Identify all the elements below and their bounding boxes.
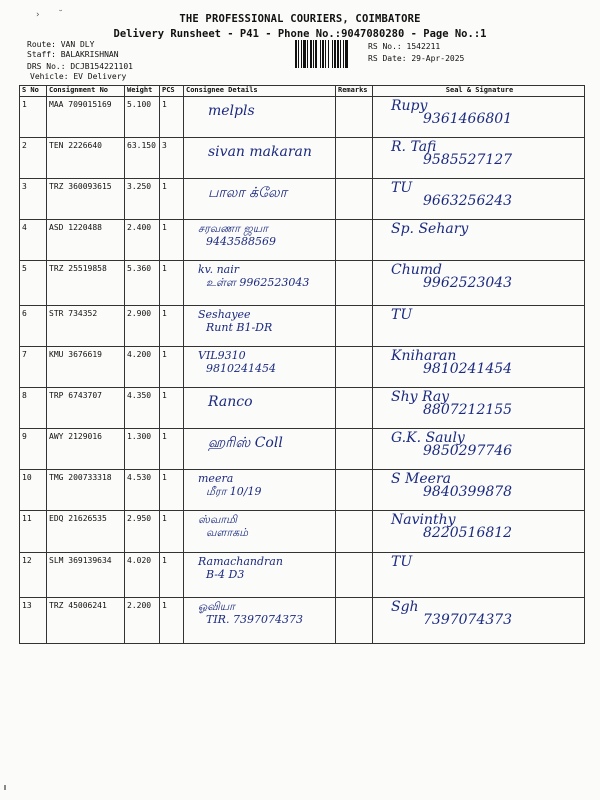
row-signature: Navinthy: [391, 512, 456, 528]
row-sno: 11: [22, 514, 32, 523]
rs-number: RS No.: 1542211: [368, 42, 441, 51]
row-consignee-handwriting-line2: 9810241454: [206, 362, 276, 375]
row-pcs: 1: [162, 601, 167, 610]
row-weight: 3.250: [127, 182, 152, 191]
row-sno: 7: [22, 350, 27, 359]
row-pcs: 1: [162, 350, 167, 359]
row-remarks: [336, 429, 373, 470]
row-consignee-handwriting: Seshayee: [198, 308, 251, 321]
table-row: [20, 388, 585, 429]
row-signature-phone: 9585527127: [423, 152, 513, 168]
row-consignment-no: TRZ 45006241: [49, 601, 107, 610]
row-remarks: [336, 511, 373, 553]
row-consignee-handwriting-line2: உள்ள 9962523043: [206, 276, 310, 289]
row-consignment-no: MAA 709015169: [49, 100, 112, 109]
row-remarks: [336, 347, 373, 388]
row-weight: 5.100: [127, 100, 152, 109]
row-consignee-handwriting: kv. nair: [198, 263, 239, 276]
runsheet-table: [19, 85, 585, 644]
row-consignment-no: TRZ 25519858: [49, 264, 107, 273]
row-remarks: [336, 598, 373, 644]
row-consignee-handwriting-line2: மீரா 10/19: [206, 485, 262, 498]
col-weight: Weight: [125, 86, 160, 97]
row-sno: 2: [22, 141, 27, 150]
row-remarks: [336, 179, 373, 220]
table-row: [20, 261, 585, 306]
table-header-row: [20, 86, 585, 97]
barcode: [295, 40, 357, 68]
row-pcs: 1: [162, 309, 167, 318]
row-sno: 3: [22, 182, 27, 191]
table-row: [20, 429, 585, 470]
row-pcs: 1: [162, 473, 167, 482]
row-weight: 1.300: [127, 432, 152, 441]
row-signature-phone: 9850297746: [423, 443, 513, 459]
vehicle-label: Vehicle: EV Delivery: [30, 72, 127, 81]
row-sno: 5: [22, 264, 27, 273]
row-signature: G.K. Sauly: [391, 430, 465, 446]
row-remarks: [336, 306, 373, 347]
row-pcs: 3: [162, 141, 167, 150]
row-remarks: [336, 220, 373, 261]
row-pcs: 1: [162, 391, 167, 400]
row-consignee-handwriting: meera: [198, 472, 234, 485]
col-remarks: Remarks: [336, 86, 373, 97]
row-weight: 4.020: [127, 556, 152, 565]
row-consignee-handwriting: Ranco: [208, 394, 253, 410]
col-consignee: Consignee Details: [184, 86, 336, 97]
row-consignment-no: TMG 200733318: [49, 473, 112, 482]
row-consignee-handwriting: சரவணா ஜயா: [198, 222, 268, 235]
row-consignment-no: TRZ 360093615: [49, 182, 112, 191]
row-signature: Kniharan: [391, 348, 457, 364]
row-consignee-handwriting-line2: Runt B1-DR: [206, 321, 273, 334]
row-signature-phone: 8220516812: [423, 525, 513, 541]
row-consignee-handwriting: ஓவியா: [198, 600, 235, 613]
row-sno: 10: [22, 473, 32, 482]
row-consignee-handwriting-line2: B-4 D3: [206, 568, 245, 581]
row-weight: 63.150: [127, 141, 156, 150]
row-weight: 2.200: [127, 601, 152, 610]
row-remarks: [336, 261, 373, 306]
row-signature-phone: 9361466801: [423, 111, 513, 127]
row-sno: 6: [22, 309, 27, 318]
row-weight: 4.530: [127, 473, 152, 482]
row-signature-phone: 9810241454: [423, 361, 513, 377]
table-row: [20, 179, 585, 220]
table-row: [20, 511, 585, 553]
row-consignment-no: KMU 3676619: [49, 350, 102, 359]
staff-label: Staff: BALAKRISHNAN: [27, 50, 119, 59]
table-row: [20, 97, 585, 138]
row-sno: 8: [22, 391, 27, 400]
barcode-bar: [348, 40, 349, 68]
row-signature: Chumd: [391, 262, 442, 278]
row-consignment-no: STR 734352: [49, 309, 98, 318]
row-remarks: [336, 553, 373, 598]
row-pcs: 1: [162, 264, 167, 273]
table-row: [20, 306, 585, 347]
row-remarks: [336, 388, 373, 429]
table-row: [20, 598, 585, 644]
row-consignee-handwriting-line2: 9443588569: [206, 235, 276, 248]
row-pcs: 1: [162, 432, 167, 441]
row-signature-phone: 7397074373: [423, 612, 513, 628]
corner-marks: › ˘: [35, 10, 70, 20]
row-weight: 4.200: [127, 350, 152, 359]
row-consignment-no: EDQ 21626535: [49, 514, 107, 523]
row-consignee-handwriting: VIL9310: [198, 349, 246, 362]
table-row: [20, 470, 585, 511]
row-sno: 4: [22, 223, 27, 232]
row-consignee-handwriting-line2: வளாகம்: [206, 526, 249, 539]
margin-mark: [4, 785, 6, 790]
row-signature-phone: 9840399878: [423, 484, 513, 500]
row-consignment-no: ASD 1220488: [49, 223, 102, 232]
row-consignment-no: TRP 6743707: [49, 391, 102, 400]
row-signature: Rupy: [391, 98, 428, 114]
row-remarks: [336, 97, 373, 138]
row-consignment-no: AWY 2129016: [49, 432, 102, 441]
col-sno: S No: [20, 86, 47, 97]
row-consignee-handwriting: பாலா க்லோ: [208, 185, 287, 201]
col-seal-signature: Seal & Signature: [373, 86, 585, 97]
row-pcs: 1: [162, 514, 167, 523]
row-sno: 9: [22, 432, 27, 441]
row-pcs: 1: [162, 100, 167, 109]
row-pcs: 1: [162, 223, 167, 232]
col-pcs: PCS: [160, 86, 184, 97]
row-pcs: 1: [162, 182, 167, 191]
row-consignee-handwriting: melpls: [208, 103, 255, 119]
row-signature-phone: 9663256243: [423, 193, 513, 209]
row-consignee-handwriting: ஹரிஸ் Coll: [208, 435, 283, 451]
rs-date: RS Date: 29-Apr-2025: [368, 54, 465, 63]
table-row: [20, 138, 585, 179]
row-consignment-no: SLM 369139634: [49, 556, 112, 565]
table-row: [20, 347, 585, 388]
row-signature: TU: [391, 307, 413, 323]
row-signature: S Meera: [391, 471, 451, 487]
runsheet-subtitle: Delivery Runsheet - P41 - Phone No.:9047080280 - Page No.:1: [113, 28, 487, 40]
row-remarks: [336, 138, 373, 179]
company-title: THE PROFESSIONAL COURIERS, COIMBATORE: [179, 13, 421, 25]
row-sno: 1: [22, 100, 27, 109]
row-remarks: [336, 470, 373, 511]
row-weight: 2.950: [127, 514, 152, 523]
row-weight: 2.400: [127, 223, 152, 232]
row-signature: TU: [391, 180, 413, 196]
drs-label: DRS No.: DCJB154221101: [27, 62, 133, 71]
row-signature: Shy Ray: [391, 389, 450, 405]
row-signature: Sp. Sehary: [391, 221, 469, 237]
row-signature: R. Tafi: [391, 139, 437, 155]
row-consignment-no: TEN 2226640: [49, 141, 102, 150]
row-signature: TU: [391, 554, 413, 570]
row-consignee-handwriting-line2: TIR. 7397074373: [206, 613, 303, 626]
row-signature-phone: 9962523043: [423, 275, 513, 291]
row-consignee-handwriting: ஸ்வாமி: [198, 513, 237, 526]
row-weight: 4.350: [127, 391, 152, 400]
row-weight: 2.900: [127, 309, 152, 318]
row-pcs: 1: [162, 556, 167, 565]
row-consignee-handwriting: Ramachandran: [198, 555, 283, 568]
row-signature-phone: 8807212155: [423, 402, 513, 418]
row-signature: Sgh: [391, 599, 419, 615]
row-weight: 5.360: [127, 264, 152, 273]
row-sno: 13: [22, 601, 32, 610]
route-label: Route: VAN DLY: [27, 40, 95, 49]
row-consignee-handwriting: sivan makaran: [208, 144, 312, 160]
row-sno: 12: [22, 556, 32, 565]
table-row: [20, 220, 585, 261]
col-consignment: Consignment No: [47, 86, 125, 97]
table-row: [20, 553, 585, 598]
